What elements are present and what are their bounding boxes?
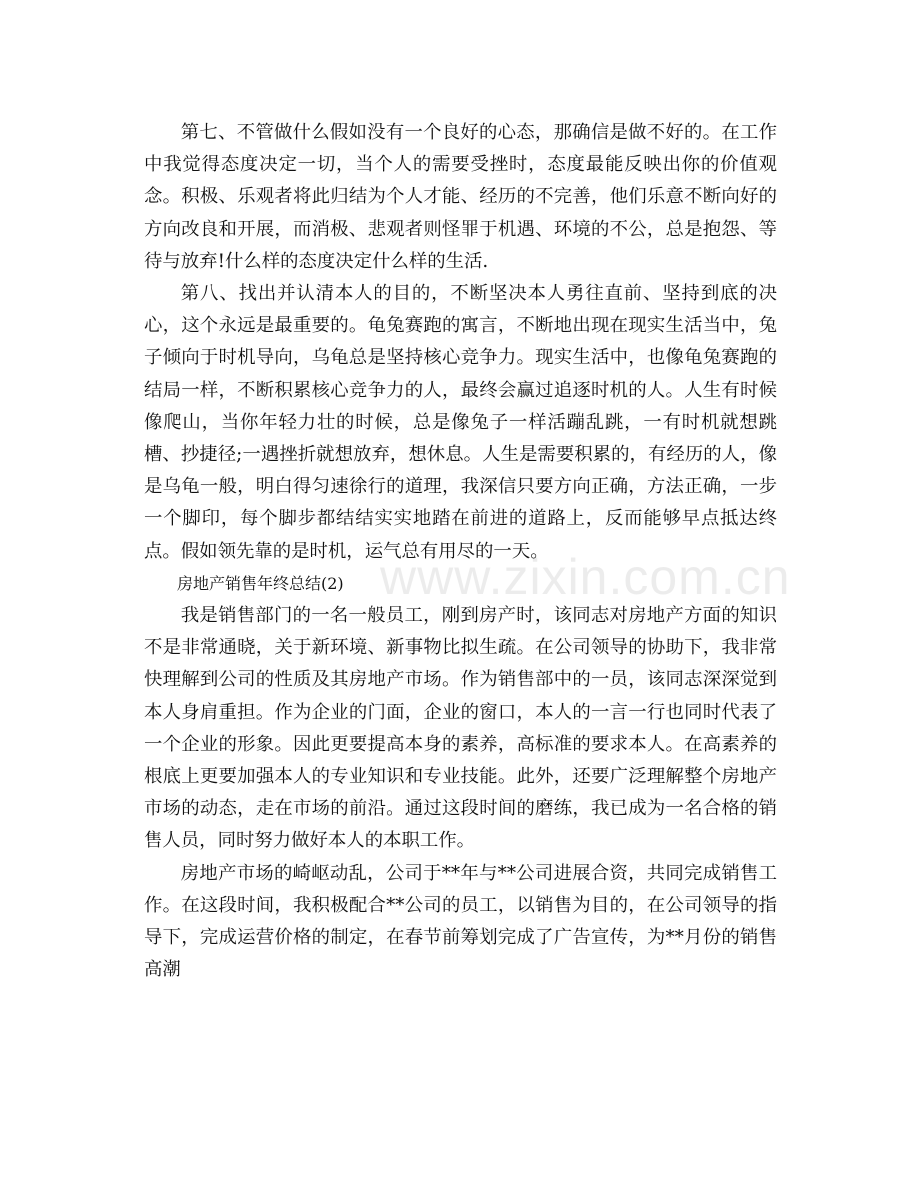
paragraph-eighth-point: 第八、找出并认清本人的目的，不断坚决本人勇往直前、坚持到底的决心，这个永远是最重要的。龟兔赛跑的寓言，不断地出现在现实生活当中，兔子倾向于时机导向，乌龟总是坚持核心竞争力。现实生活中，也像龟兔赛跑的结局一样，不断积累核心竞争力的人，最终会赢过追逐时机的人。人生有时候像爬山，当你年轻力壮的时候，总是像兔子一样活蹦乱跳，一有时机就想跳槽、抄捷径;一遇挫折就想放弃，想休息。人生是需要积累的，有经历的人，像是乌龟一般，明白得匀速徐行的道理，我深信只要方向正确，方法正确，一步一个脚印，每个脚步都结结实实地踏在前进的道路上，反而能够早点抵达终点。假如领先靠的是时机，运气总有用尽的一天。	[144, 283, 777, 562]
document-body	[144, 117, 777, 986]
paragraph-seventh-point: 第七、不管做什么假如没有一个良好的心态，那确信是做不好的。在工作中我觉得态度决定一切，当个人的需要受挫时，态度最能反映出你的价值观念。积极、乐观者将此归结为个人才能、经历的不完善，他们乐意不断向好的方向改良和开展，而消极、悲观者则怪罪于机遇、环境的不公，总是抱怨、等待与放弃!什么样的态度决定什么样的生活.	[144, 122, 777, 272]
paragraph-sales-intro: 我是销售部门的一名一般员工，刚到房产时，该同志对房地产方面的知识不是非常通晓，关于新环境、新事物比拟生疏。在公司领导的协助下，我非常快理解到公司的性质及其房地产市场。作为销售部中的一员，该同志深深觉到本人身肩重担。作为企业的门面，企业的窗口，本人的一言一行也同时代表了一个企业的形象。因此更要提高本身的素养，高标准的要求本人。在高素养的根底上更要加强本人的专业知识和专业技能。此外，还要广泛理解整个房地产市场的动态，走在市场的前沿。通过这段时间的磨练，我已成为一名合格的销售人员，同时努力做好本人的本职工作。	[144, 605, 777, 852]
site-watermark: www.zixin.com.cn	[380, 549, 791, 605]
section-heading: 房地产销售年终总结(2)	[177, 573, 344, 593]
paragraph-market-joint-venture: 房地产市场的崎岖动乱，公司于**年与**公司进展合资，共同完成销售工作。在这段时间，我积极配合**公司的员工，以销售为目的，在公司领导的指导下，完成运营价格的制定，在春节前筹划完成了广告宣传，为**月份的销售高潮	[144, 862, 777, 981]
